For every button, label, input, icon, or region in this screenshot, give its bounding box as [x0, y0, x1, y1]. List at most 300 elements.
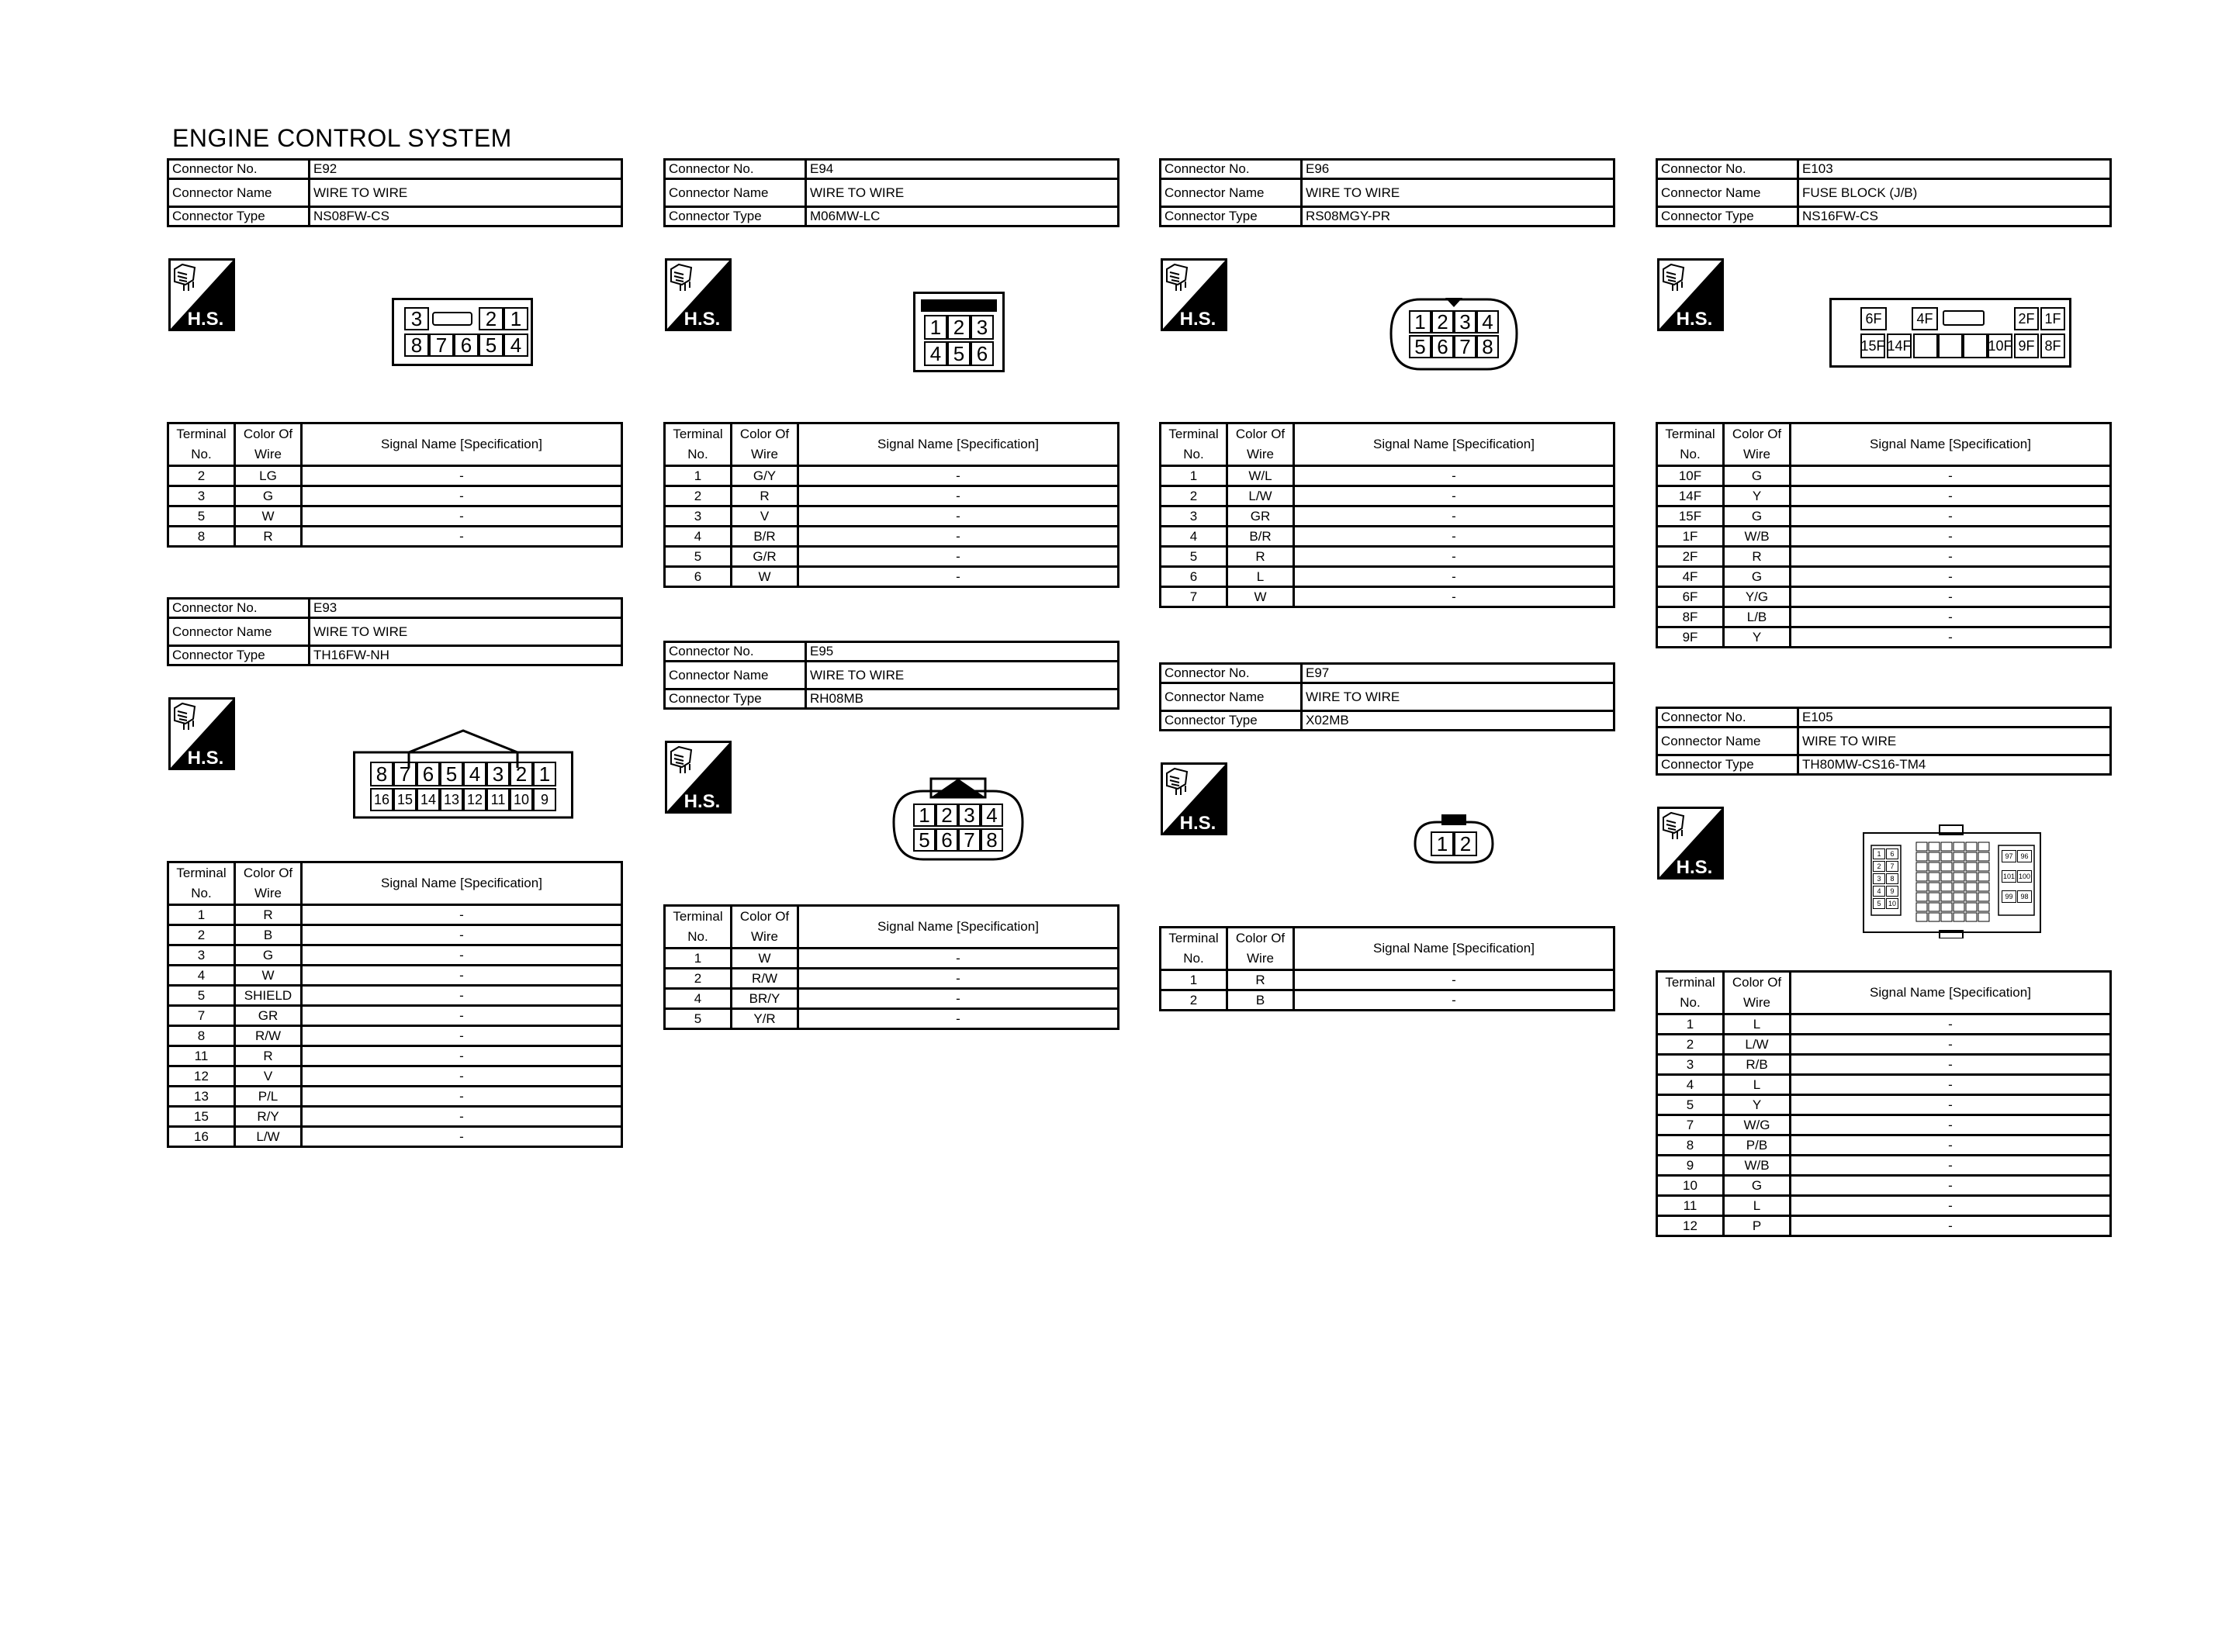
pin-6: 6: [417, 762, 440, 786]
table-row: [168, 1046, 622, 1066]
info-row: [1657, 160, 2111, 179]
pin-7: 7: [429, 334, 454, 357]
terminal-table: [167, 422, 623, 548]
info-row: [168, 599, 622, 618]
wire-color-cell: L/W: [235, 1127, 302, 1147]
signal-name-cell: -: [798, 989, 1119, 1009]
info-row: [665, 179, 1119, 207]
wire-color-header-line2: Wire: [1247, 447, 1274, 461]
wire-color-cell: GR: [1227, 506, 1294, 527]
signal-name-cell: -: [1294, 587, 1614, 607]
connector-e92-face: [392, 298, 533, 366]
connector-no-value: E95: [806, 642, 1119, 662]
harness-side-icon: [168, 258, 235, 331]
wire-color-cell: W/B: [1724, 527, 1791, 547]
signal-name-header: Signal Name [Specification]: [302, 862, 622, 905]
signal-name-cell: -: [302, 966, 622, 986]
signal-name-cell: -: [798, 466, 1119, 486]
terminal-table: [663, 422, 1120, 588]
harness-side-icon: [1657, 807, 1724, 880]
table-row: [168, 986, 622, 1006]
pin-9: 9: [1886, 886, 1898, 897]
pin-4: 4: [981, 804, 1003, 827]
table-row: [168, 905, 622, 925]
wire-color-cell: W: [732, 949, 798, 969]
terminal-no-cell: 12: [168, 1066, 235, 1087]
terminal-no-cell: 8: [168, 1026, 235, 1046]
wire-color-cell: R: [235, 1046, 302, 1066]
terminal-no-cell: 3: [665, 506, 732, 527]
terminal-header-row: [665, 906, 1119, 949]
wire-color-header: [235, 862, 302, 905]
pin-4: 4: [504, 334, 528, 357]
cavity-blank: [1913, 334, 1938, 358]
signal-name-header: Signal Name [Specification]: [798, 423, 1119, 466]
connector-info-table: [167, 158, 623, 227]
terminal-no-cell: 3: [168, 945, 235, 966]
table-row: [168, 466, 622, 486]
signal-name-cell: -: [1791, 627, 2111, 648]
terminal-no-cell: 8: [1657, 1135, 1724, 1156]
connector-no-label: Connector No.: [1657, 708, 1798, 728]
connector-name-value: WIRE TO WIRE: [1302, 683, 1614, 711]
wire-color-cell: V: [235, 1066, 302, 1087]
pin-4: 4: [1873, 886, 1885, 897]
connector-no-value: E96: [1302, 160, 1614, 179]
connector-e95-face: [892, 768, 1024, 861]
signal-name-cell: -: [1791, 607, 2111, 627]
signal-name-cell: -: [302, 1046, 622, 1066]
connector-type-value: TH16FW-NH: [310, 646, 622, 665]
connector-e97-info: [1159, 662, 1615, 731]
wire-color-header: [1724, 972, 1791, 1014]
info-row: [1161, 711, 1614, 731]
wire-color-cell: G: [1724, 1176, 1791, 1196]
table-row: [1657, 1156, 2111, 1176]
signal-name-cell: -: [1294, 527, 1614, 547]
hs-badge-graphic: [1161, 258, 1227, 331]
connector-e97-face: [1414, 813, 1494, 864]
info-row: [665, 689, 1119, 709]
wire-color-header: [235, 423, 302, 466]
info-row: [665, 662, 1119, 689]
pin-14: 14: [417, 788, 440, 811]
terminal-no-header-line2: No.: [1680, 995, 1701, 1010]
wire-color-cell: W: [732, 567, 798, 587]
connector-type-value: TH80MW-CS16-TM4: [1798, 755, 2111, 775]
signal-name-cell: -: [1791, 567, 2111, 587]
pin-10F: 10F: [1988, 334, 2012, 358]
connector-no-label: Connector No.: [1161, 664, 1302, 683]
connector-e94-terminal-table: [663, 422, 1120, 588]
pin-1: 1: [1431, 831, 1454, 856]
table-row: [168, 1066, 622, 1087]
terminal-no-cell: 15: [168, 1107, 235, 1127]
info-row: [168, 207, 622, 226]
harness-side-icon: [168, 697, 235, 770]
pin-4: 4: [463, 762, 486, 786]
connector-name-label: Connector Name: [665, 662, 806, 689]
terminal-no-cell: 11: [1657, 1196, 1724, 1216]
pin-2: 2: [479, 307, 504, 330]
terminal-no-header: [1161, 423, 1227, 466]
table-row: [665, 567, 1119, 587]
wire-color-header-line2: Wire: [254, 447, 282, 461]
pin-1: 1: [533, 762, 556, 786]
signal-name-cell: -: [302, 986, 622, 1006]
signal-name-cell: -: [798, 547, 1119, 567]
wire-color-cell: R: [1724, 547, 1791, 567]
wire-color-cell: Y: [1724, 486, 1791, 506]
harness-side-icon: [665, 258, 732, 331]
info-row: [1161, 160, 1614, 179]
terminal-no-cell: 12: [1657, 1216, 1724, 1236]
hs-badge-label: H.S.: [1179, 309, 1216, 330]
hs-badge-label: H.S.: [187, 748, 224, 769]
pin-8: 8: [981, 828, 1003, 852]
connector-e105-terminal-table: [1656, 970, 2112, 1237]
pin-1: 1: [1409, 310, 1431, 334]
hs-badge-label: H.S.: [1179, 813, 1216, 834]
table-row: [1657, 547, 2111, 567]
pin-2: 2: [510, 762, 533, 786]
terminal-no-cell: 5: [665, 1009, 732, 1029]
table-row: [168, 1107, 622, 1127]
signal-name-cell: -: [302, 905, 622, 925]
connector-type-label: Connector Type: [1161, 207, 1302, 226]
connector-type-label: Connector Type: [665, 689, 806, 709]
info-row: [665, 160, 1119, 179]
signal-name-cell: -: [1791, 1014, 2111, 1035]
connector-name-label: Connector Name: [1161, 683, 1302, 711]
harness-side-icon: [1161, 258, 1227, 331]
connector-e95-info: [663, 641, 1120, 710]
wire-color-cell: G/Y: [732, 466, 798, 486]
terminal-no-cell: 2: [168, 466, 235, 486]
terminal-no-header: [168, 423, 235, 466]
connector-no-value: E93: [310, 599, 622, 618]
wire-color-cell: R: [1227, 547, 1294, 567]
terminal-no-cell: 16: [168, 1127, 235, 1147]
terminal-header-row: [665, 423, 1119, 466]
pin-5: 5: [947, 341, 971, 366]
terminal-no-header-line1: Terminal: [176, 866, 227, 880]
pin-8: 8: [1886, 873, 1898, 884]
pin-100: 100: [2017, 870, 2032, 883]
pin-7: 7: [958, 828, 981, 852]
pin-1: 1: [924, 315, 947, 340]
connector-e93-info: [167, 597, 623, 666]
terminal-no-header-line2: No.: [687, 447, 708, 461]
terminal-no-cell: 13: [168, 1087, 235, 1107]
terminal-no-cell: 11: [168, 1046, 235, 1066]
connector-name-label: Connector Name: [1657, 179, 1798, 207]
table-row: [665, 486, 1119, 506]
info-row: [1161, 683, 1614, 711]
wire-color-cell: R: [235, 527, 302, 547]
connector-type-label: Connector Type: [168, 646, 310, 665]
connector-no-label: Connector No.: [665, 160, 806, 179]
wire-color-cell: LG: [235, 466, 302, 486]
table-row: [1161, 990, 1614, 1011]
latch-bar: [921, 299, 997, 312]
terminal-no-cell: 10: [1657, 1176, 1724, 1196]
connector-no-value: E92: [310, 160, 622, 179]
table-row: [168, 945, 622, 966]
wire-color-header-line2: Wire: [1247, 951, 1274, 966]
connector-name-label: Connector Name: [168, 618, 310, 646]
wire-color-cell: B/R: [1227, 527, 1294, 547]
connector-name-value: WIRE TO WIRE: [1798, 728, 2111, 755]
terminal-no-cell: 1F: [1657, 527, 1724, 547]
terminal-no-cell: 8: [168, 527, 235, 547]
pin-97: 97: [2002, 850, 2016, 862]
wire-color-cell: G: [235, 945, 302, 966]
table-row: [1161, 567, 1614, 587]
terminal-no-header-line1: Terminal: [1168, 427, 1219, 441]
wire-color-cell: B: [1227, 990, 1294, 1011]
pin-16: 16: [370, 788, 393, 811]
connector-e105-info: [1656, 707, 2112, 776]
connector-info-table: [1159, 662, 1615, 731]
connector-type-label: Connector Type: [1161, 711, 1302, 731]
terminal-no-cell: 9: [1657, 1156, 1724, 1176]
table-row: [1657, 567, 2111, 587]
table-row: [1657, 527, 2111, 547]
signal-name-cell: -: [1294, 547, 1614, 567]
pin-98: 98: [2017, 890, 2032, 903]
signal-name-cell: -: [302, 506, 622, 527]
table-row: [168, 1026, 622, 1046]
terminal-table: [1656, 970, 2112, 1237]
wire-color-cell: R/W: [732, 969, 798, 989]
signal-name-cell: -: [798, 969, 1119, 989]
wire-color-cell: R: [732, 486, 798, 506]
connector-type-value: NS16FW-CS: [1798, 207, 2111, 226]
pin-3: 3: [486, 762, 510, 786]
terminal-header-row: [1657, 423, 2111, 466]
connector-e96-terminal-table: [1159, 422, 1615, 608]
terminal-table: [1656, 422, 2112, 648]
signal-name-cell: -: [1791, 1035, 2111, 1055]
connector-type-value: RH08MB: [806, 689, 1119, 709]
pin-1F: 1F: [2040, 307, 2065, 330]
wire-color-header-line1: Color Of: [739, 427, 790, 441]
hs-badge-graphic: [665, 741, 732, 814]
table-row: [1657, 1176, 2111, 1196]
wire-color-header-line1: Color Of: [1235, 931, 1286, 945]
connector-e93-face: [353, 724, 573, 819]
terminal-no-cell: 10F: [1657, 466, 1724, 486]
pin-101: 101: [2002, 870, 2016, 883]
wire-color-cell: G: [1724, 506, 1791, 527]
terminal-no-cell: 7: [168, 1006, 235, 1026]
connector-type-value: M06MW-LC: [806, 207, 1119, 226]
wire-color-header-line1: Color Of: [1732, 975, 1782, 990]
signal-name-cell: -: [302, 1006, 622, 1026]
info-row: [1161, 664, 1614, 683]
wire-color-header-line1: Color Of: [1235, 427, 1286, 441]
connector-type-value: RS08MGY-PR: [1302, 207, 1614, 226]
terminal-no-cell: 5: [168, 986, 235, 1006]
wire-color-cell: BR/Y: [732, 989, 798, 1009]
table-row: [168, 925, 622, 945]
connector-name-label: Connector Name: [168, 179, 310, 207]
connector-name-value: WIRE TO WIRE: [310, 179, 622, 207]
pin-9F: 9F: [2014, 334, 2039, 358]
table-row: [168, 1127, 622, 1147]
pin-5: 5: [479, 334, 504, 357]
pin-15F: 15F: [1860, 334, 1885, 358]
pin-8: 8: [370, 762, 393, 786]
connector-type-value: NS08FW-CS: [310, 207, 622, 226]
terminal-table: [663, 904, 1120, 1030]
table-row: [1161, 506, 1614, 527]
pin-99: 99: [2002, 890, 2016, 903]
hs-badge-label: H.S.: [1676, 309, 1713, 330]
connector-info-table: [1656, 158, 2112, 227]
wire-color-cell: L/B: [1724, 607, 1791, 627]
connector-e95-terminal-table: [663, 904, 1120, 1030]
signal-name-cell: -: [1791, 486, 2111, 506]
table-row: [1657, 1135, 2111, 1156]
wire-color-cell: P/L: [235, 1087, 302, 1107]
table-row: [665, 949, 1119, 969]
wire-color-cell: Y/R: [732, 1009, 798, 1029]
pin-7: 7: [1886, 861, 1898, 872]
wire-color-cell: Y/G: [1724, 587, 1791, 607]
terminal-no-header-line1: Terminal: [1168, 931, 1219, 945]
connector-no-value: E105: [1798, 708, 2111, 728]
wire-color-cell: G: [1724, 567, 1791, 587]
terminal-header-row: [168, 862, 622, 905]
connector-type-label: Connector Type: [1657, 755, 1798, 775]
connector-e92-info: [167, 158, 623, 227]
hs-badge-graphic: [1657, 807, 1724, 880]
table-row: [665, 989, 1119, 1009]
info-row: [168, 179, 622, 207]
wire-color-cell: L/W: [1724, 1035, 1791, 1055]
connector-e96-face: [1389, 295, 1518, 372]
signal-name-cell: -: [302, 1066, 622, 1087]
lock-key: [432, 312, 472, 326]
page-title: ENGINE CONTROL SYSTEM: [172, 124, 512, 152]
terminal-no-cell: 6F: [1657, 587, 1724, 607]
terminal-no-header: [1161, 928, 1227, 970]
table-row: [1657, 1014, 2111, 1035]
table-row: [1657, 1075, 2111, 1095]
terminal-no-cell: 2: [1657, 1035, 1724, 1055]
harness-side-icon: [1657, 258, 1724, 331]
signal-name-cell: -: [302, 466, 622, 486]
signal-name-cell: -: [302, 925, 622, 945]
pin-2: 2: [936, 804, 958, 827]
wire-color-header-line1: Color Of: [1732, 427, 1782, 441]
pin-2: 2: [1454, 831, 1477, 856]
wire-color-header-line2: Wire: [254, 886, 282, 900]
signal-name-header: Signal Name [Specification]: [1791, 423, 2111, 466]
connector-type-label: Connector Type: [665, 207, 806, 226]
terminal-no-header-line1: Terminal: [1665, 427, 1715, 441]
wire-color-cell: L/W: [1227, 486, 1294, 506]
signal-name-cell: -: [1791, 1176, 2111, 1196]
terminal-no-cell: 4F: [1657, 567, 1724, 587]
terminal-table: [1159, 422, 1615, 608]
wire-color-cell: W: [1227, 587, 1294, 607]
connector-name-value: WIRE TO WIRE: [806, 179, 1119, 207]
signal-name-cell: -: [302, 1127, 622, 1147]
pin-7: 7: [393, 762, 417, 786]
table-row: [1657, 466, 2111, 486]
table-row: [665, 506, 1119, 527]
table-row: [168, 1087, 622, 1107]
signal-name-cell: -: [302, 1026, 622, 1046]
signal-name-cell: -: [1294, 970, 1614, 990]
terminal-no-cell: 3: [1161, 506, 1227, 527]
signal-name-cell: -: [302, 527, 622, 547]
terminal-no-cell: 2: [168, 925, 235, 945]
connector-outline: [1389, 295, 1518, 372]
terminal-header-row: [1161, 423, 1614, 466]
connector-type-label: Connector Type: [168, 207, 310, 226]
table-row: [168, 486, 622, 506]
terminal-no-header-line2: No.: [191, 886, 212, 900]
info-row: [1657, 708, 2111, 728]
pin-8: 8: [1476, 335, 1499, 358]
signal-name-cell: -: [1791, 1115, 2111, 1135]
wire-color-cell: R/W: [235, 1026, 302, 1046]
connector-name-label: Connector Name: [665, 179, 806, 207]
terminal-no-cell: 2: [665, 486, 732, 506]
wire-color-cell: R/Y: [235, 1107, 302, 1127]
signal-name-cell: -: [1294, 567, 1614, 587]
terminal-no-cell: 2: [1161, 486, 1227, 506]
connector-info-table: [1656, 707, 2112, 776]
hs-badge-label: H.S.: [683, 791, 721, 812]
connector-e105-face: [1862, 824, 2042, 938]
connector-type-value: X02MB: [1302, 711, 1614, 731]
wire-color-header-line1: Color Of: [243, 427, 293, 441]
table-row: [665, 969, 1119, 989]
wire-color-cell: R: [235, 905, 302, 925]
terminal-no-cell: 1: [1161, 970, 1227, 990]
signal-name-cell: -: [798, 567, 1119, 587]
connector-no-label: Connector No.: [168, 599, 310, 618]
wire-color-cell: GR: [235, 1006, 302, 1026]
pin-9: 9: [533, 788, 556, 811]
wire-color-header-line1: Color Of: [739, 909, 790, 924]
terminal-no-cell: 6: [665, 567, 732, 587]
cavity-blank: [1938, 334, 1963, 358]
wire-color-cell: B: [235, 925, 302, 945]
table-row: [168, 527, 622, 547]
terminal-header-row: [1657, 972, 2111, 1014]
info-row: [1657, 755, 2111, 775]
signal-name-header: Signal Name [Specification]: [1294, 423, 1614, 466]
signal-name-cell: -: [798, 486, 1119, 506]
terminal-no-cell: 1: [665, 949, 732, 969]
wire-color-cell: G: [1724, 466, 1791, 486]
wire-color-cell: W/L: [1227, 466, 1294, 486]
pin-6: 6: [1886, 848, 1898, 859]
lock-key: [1943, 310, 1985, 326]
signal-name-header: Signal Name [Specification]: [1294, 928, 1614, 970]
info-row: [168, 618, 622, 646]
connector-no-value: E103: [1798, 160, 2111, 179]
connector-type-label: Connector Type: [1657, 207, 1798, 226]
wire-color-header: [732, 423, 798, 466]
connector-no-label: Connector No.: [1657, 160, 1798, 179]
